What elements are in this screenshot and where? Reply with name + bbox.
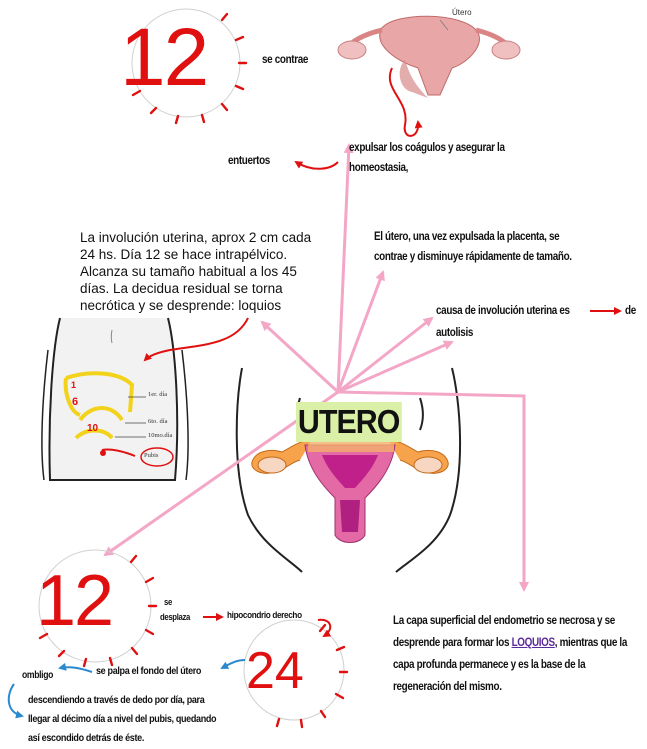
clock-bottom-number: 12 [36, 561, 113, 641]
capa-text-before: La capa superficial del endometrio se necrosa y se desprende para formar los [393, 615, 615, 649]
se-contrae-label: se contrae [262, 54, 309, 66]
abdomen-illustration [42, 318, 188, 480]
fondo-text: se palpa el fondo del útero [96, 665, 202, 677]
utero-placenta-text: El útero, una vez expulsada la placenta, se contrae y disminuye rápidamente de tamaño. [374, 231, 572, 263]
abdomen-mark-1: 1 [71, 380, 77, 390]
uterus-illustration-top [338, 16, 520, 98]
expulsar-text: expulsar los coágulos y asegurar la homeostasia, [349, 142, 505, 174]
abdomen-mark-10: 10 [87, 423, 99, 434]
blue-arrow-ombligo [60, 667, 92, 672]
involucion-text: La involución uterina, aprox 2 cm cada 24 hs. Día 12 se hace intrapélvico. Alcanza su tamaño habitual a los 45 días. La decidua residual se torna necrótica y se desprende: loquios [80, 230, 312, 313]
uterus-diagram-center [252, 440, 448, 543]
hipocondrio-text: hipocondrio derecho [227, 610, 302, 621]
clock-24-number: 24 [246, 642, 304, 700]
autolisis-text: autolisis [436, 327, 474, 339]
capa-text-after: , mientras que la capa profunda permanece y es la base de la regeneración del mismo. [393, 637, 627, 693]
descendiendo-text: descendiendo a través de dedo por día, para llegar al décimo día a nivel del pubis, quedando así escondido detrás de éste. [28, 694, 217, 744]
center-title: UTERO [297, 403, 400, 440]
clock-top-number: 12 [120, 12, 208, 103]
abdomen-label-pubis: Pubis [144, 452, 159, 459]
entuertos-text: entuertos [228, 155, 270, 167]
ombligo-text: ombligo [22, 670, 54, 681]
se-text: se [164, 597, 172, 607]
de-text: de [625, 305, 636, 317]
abdomen-mark-6: 6 [72, 396, 79, 408]
desplaza-text: desplaza [160, 612, 190, 622]
abdomen-label-10: 10mo.día [148, 432, 173, 439]
abdomen-label-1: 1er. día [148, 391, 168, 398]
blue-arrow-fondo [222, 660, 245, 668]
causa-text: causa de involución uterina es [436, 305, 570, 317]
red-arrow-entuertos [296, 162, 338, 169]
capa-text [393, 610, 637, 698]
blue-arrow-descendiendo [9, 684, 22, 716]
loquios-word: LOQUIOS [511, 637, 555, 649]
abdomen-label-6: 6to. día [148, 418, 168, 425]
uterus-top-label: Útero [452, 8, 472, 17]
